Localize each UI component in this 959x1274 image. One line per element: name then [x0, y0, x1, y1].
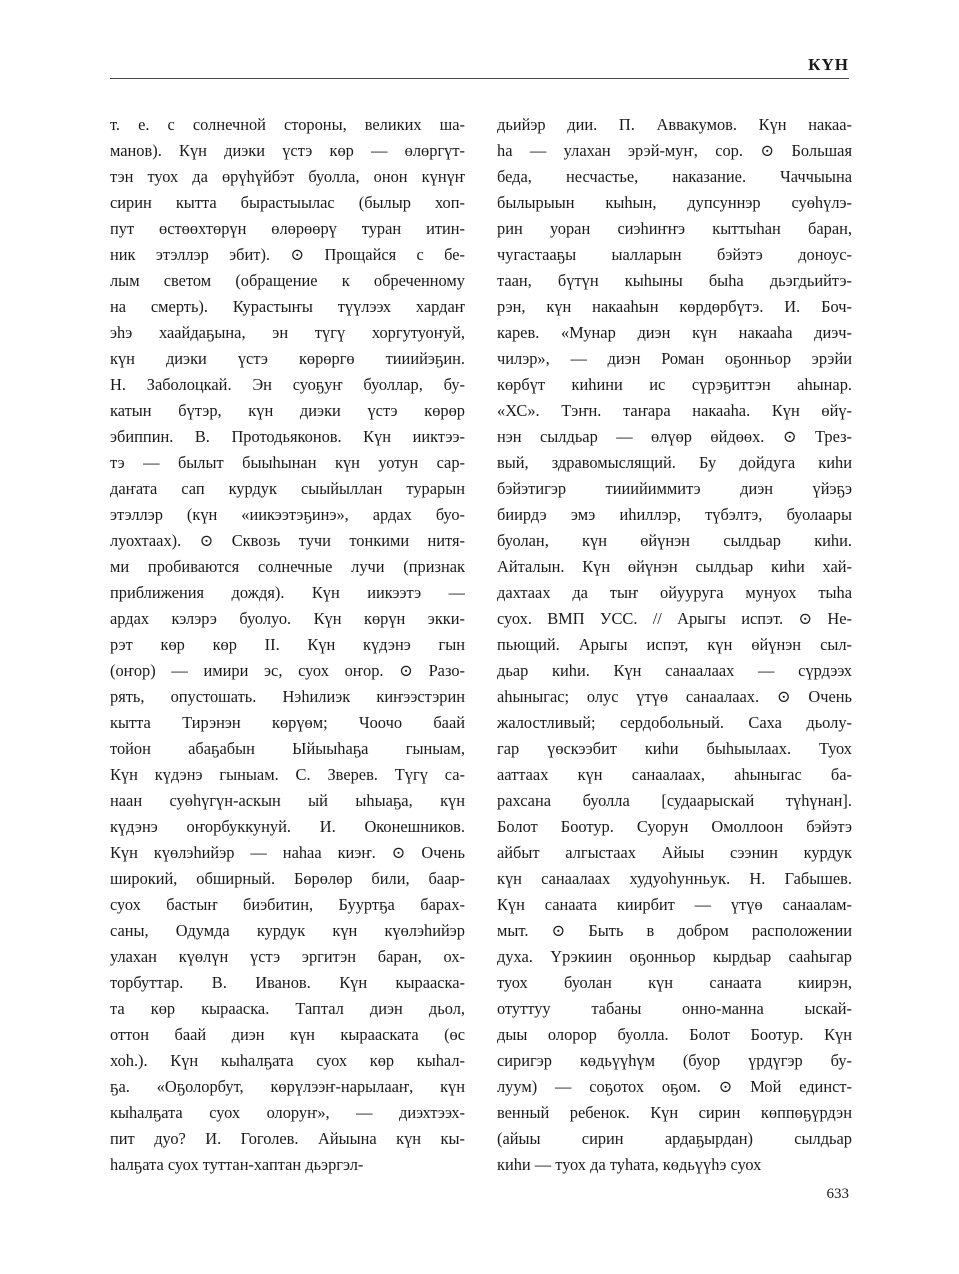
text-line: ардах кэлэрэ буолуо. Күн көрүн экки-	[110, 609, 465, 628]
text-line: оттон баай диэн күн кырааската (өс	[110, 1025, 465, 1044]
text-line: сирин кытта быраcтыылас (былыр хоп-	[110, 193, 465, 212]
text-line: лым светом (обращение к обреченному	[110, 271, 465, 290]
text-line: дыы олорор буолла. Болот Боотур. Күн	[497, 1025, 852, 1044]
header-rule	[110, 78, 849, 79]
text-line: Н. Заболоцкай. Эн суоҕуҥ буоллар, бу-	[110, 375, 465, 394]
text-line: беда, несчастье, наказание. Чаччыына	[497, 167, 852, 186]
text-line: этэллэр (күн «иикээтэҕинэ», ардах буо-	[110, 505, 465, 524]
text-line: карев. «Мунар диэн күн накааһа диэч-	[497, 323, 852, 342]
text-line: былырыын кыһын, дупсуннэр суөһүлэ-	[497, 193, 852, 212]
text-line: ник этэллэр эбит). ⊙ Прощайся с бе-	[110, 245, 465, 264]
text-line: катын бүтэр, күн диэки үстэ көрөр	[110, 401, 465, 420]
text-line: венный ребенок. Күн сирин көппөҕүрдэн	[497, 1103, 852, 1122]
text-line: луум) — соҕотох оҕом. ⊙ Мой единст-	[497, 1077, 852, 1096]
text-line: суох бастыҥ биэбитин, Бууртҕа барах-	[110, 895, 465, 914]
text-line: суох. ВМП УСС. // Арыгы испэт. ⊙ Не-	[497, 609, 852, 628]
text-line: пит дуо? И. Гоголев. Айыына күн кы-	[110, 1129, 465, 1148]
text-line: отуттуу табаны онно-манна ыскай-	[497, 999, 852, 1018]
text-line: жалостливый; сердобольный. Саха дьолу-	[497, 713, 852, 732]
text-line: эһэ хаайдаҕына, эн түгү хоргутуоҥуй,	[110, 323, 465, 342]
text-line: чугастааҕы ыалларын бэйэтэ доноус-	[497, 245, 852, 264]
text-line: т. е. с солнечной стороны, великих ша-	[110, 115, 465, 134]
text-line: на смерть). Кураcтыҥы түүлээх хардаҥ	[110, 297, 465, 316]
text-line: эбиппин. В. Протодьяконов. Күн ииктээ-	[110, 427, 465, 446]
text-line: күн санаалаах худуоһунньук. Н. Габышев.	[497, 869, 852, 888]
text-line: улахан күөлүн үстэ эргитэн баран, ох-	[110, 947, 465, 966]
text-line: көрбүт киһини ис сүрэҕиттэн аһынар.	[497, 375, 852, 394]
text-line: туох буолан күн санаата киирэн,	[497, 973, 852, 992]
text-line: саны, Одумда курдук күн күөлэһийэр	[110, 921, 465, 940]
text-line: рэн, күн накааһын көрдөрбүтэ. И. Боч-	[497, 297, 852, 316]
right-column	[497, 112, 852, 1178]
text-line: кытта Тирэнэн көрүөм; Чоочо баай	[110, 713, 465, 732]
text-line: пут өстөөхтөрүн өлөрөөрү туран итин-	[110, 219, 465, 238]
text-line: рять, опустошать. Нэһилиэк киҥээстэрин	[110, 687, 465, 706]
text-line: даҥата сап курдук сыыйыллан турарын	[110, 479, 465, 498]
text-line: наан суөһүгүн-аскын ый ыһыаҕа, күн	[110, 791, 465, 810]
text-line: күдэнэ оҥорбуккунуй. И. Оконешников.	[110, 817, 465, 836]
text-line: «ХС». Тэҥн. таҥара накааһа. Күн өйү-	[497, 401, 852, 420]
text-line: гар үөскээбит киһи быһыылаах. Туох	[497, 739, 852, 758]
text-line: биирдэ эмэ иһиллэр, түбэлтэ, буолаары	[497, 505, 852, 524]
text-line: луохтаах). ⊙ Сквозь тучи тонкими нитя-	[110, 531, 465, 550]
text-line: Күн күдэнэ гыныам. С. Зверев. Түгү са-	[110, 765, 465, 784]
text-line: Күн санаата киирбит — үтүө санаалам-	[497, 895, 852, 914]
text-line: кыһалҕата суох олоруҥ», — диэхтээх-	[110, 1103, 465, 1122]
text-line: дьар киһи. Күн санаалаах — сүрдээх	[497, 661, 852, 680]
text-line: Болот Боотур. Суорун Омоллоон бэйэтэ	[497, 817, 852, 836]
text-line: аһыныгас; олус үтүө санаалаах. ⊙ Очень	[497, 687, 852, 706]
text-line: манов). Күн диэки үстэ көр — өлөргүт-	[110, 141, 465, 160]
text-line: дьийэр дии. П. Аввакумов. Күн накаа-	[497, 115, 852, 134]
text-line: (айыы сирин ардаҕырдан) сылдьар	[497, 1129, 852, 1148]
text-line: та көр кырааска. Таптал диэн дьол,	[110, 999, 465, 1018]
text-line: ааттаах күн санаалаах, аһыныгас ба-	[497, 765, 852, 784]
text-line: дахтаах да тыҥ ойууруга мунуох тыһа	[497, 583, 852, 602]
text-line: тэн туох да өрүһүйбэт буолла, онон күнүҥ	[110, 167, 465, 186]
running-head: КҮН	[808, 55, 849, 74]
page-number: 633	[826, 1186, 849, 1202]
text-line: нэн сылдьар — өлүөр өйдөөх. ⊙ Трез-	[497, 427, 852, 446]
text-line: бэйэтигэр тииийиммитэ диэн үйэҕэ	[497, 479, 852, 498]
text-line: ми пробиваются солнечные лучи (признак	[110, 557, 465, 576]
text-line: хоһ.). Күн кыһалҕата суох көр кыһал-	[110, 1051, 465, 1070]
text-line: тойон абаҕабын Ыйыыһаҕа гыныам,	[110, 739, 465, 758]
text-line: күн диэки үстэ көрөргө тииийэҕин.	[110, 349, 465, 368]
text-line: һа — улахан эрэй-муҥ, сор. ⊙ Большая	[497, 141, 852, 160]
text-line: торбуттар. В. Иванов. Күн кырааска-	[110, 973, 465, 992]
text-line: пьющий. Арыгы испэт, күн өйүнэн сыл-	[497, 635, 852, 654]
text-line: буолан, күн өйүнэн сылдьар киһи.	[497, 531, 852, 550]
text-line: рэт көр көр II. Күн күдэнэ гын	[110, 635, 465, 654]
text-line: сиригэр көдьүүһүм (буор үрдүгэр бу-	[497, 1051, 852, 1070]
text-line: чилэр», — диэн Роман оҕонньор эрэйи	[497, 349, 852, 368]
text-line: Айталын. Күн өйүнэн сылдьар киһи хай-	[497, 557, 852, 576]
text-line: ҕа. «Оҕолорбут, көрүлээҥ-нарылааҥ, күн	[110, 1077, 465, 1096]
text-line: рахсана буолла [судаарыскай түһүнан].	[497, 791, 852, 810]
text-line: (оҥор) — имири эс, суох оҥор. ⊙ Разо-	[110, 661, 465, 680]
text-line: киһи — туох да туһата, көдьүүһэ суох	[497, 1155, 762, 1174]
text-line: таан, бүтүн кыһыны быһа дьэгдьийтэ-	[497, 271, 852, 290]
text-line: айбыт алгыстаах Айыы сээнин курдук	[497, 843, 852, 862]
left-column	[110, 112, 465, 1178]
text-line: приближения дождя). Күн иикээтэ —	[110, 583, 465, 602]
text-line: вый, здравомыслящий. Бу дойдуга киһи	[497, 453, 852, 472]
text-line: Күн күөлэһийэр — наһаа киэҥ. ⊙ Очень	[110, 843, 465, 862]
text-line: широкий, обширный. Бөрөлөр били, баар-	[110, 869, 465, 888]
text-line: һалҕата суох туттан-хаптан дьэргэл-	[110, 1155, 364, 1174]
text-line: мыт. ⊙ Быть в добром расположении	[497, 921, 852, 940]
text-line: рин уоран сиэһиҥҥэ кыттыһан баран,	[497, 219, 852, 238]
text-line: тэ — былыт быыһынан күн уотун сар-	[110, 453, 465, 472]
text-line: духа. Үрэкиин оҕонньор кырдьар сааһыгар	[497, 947, 852, 966]
